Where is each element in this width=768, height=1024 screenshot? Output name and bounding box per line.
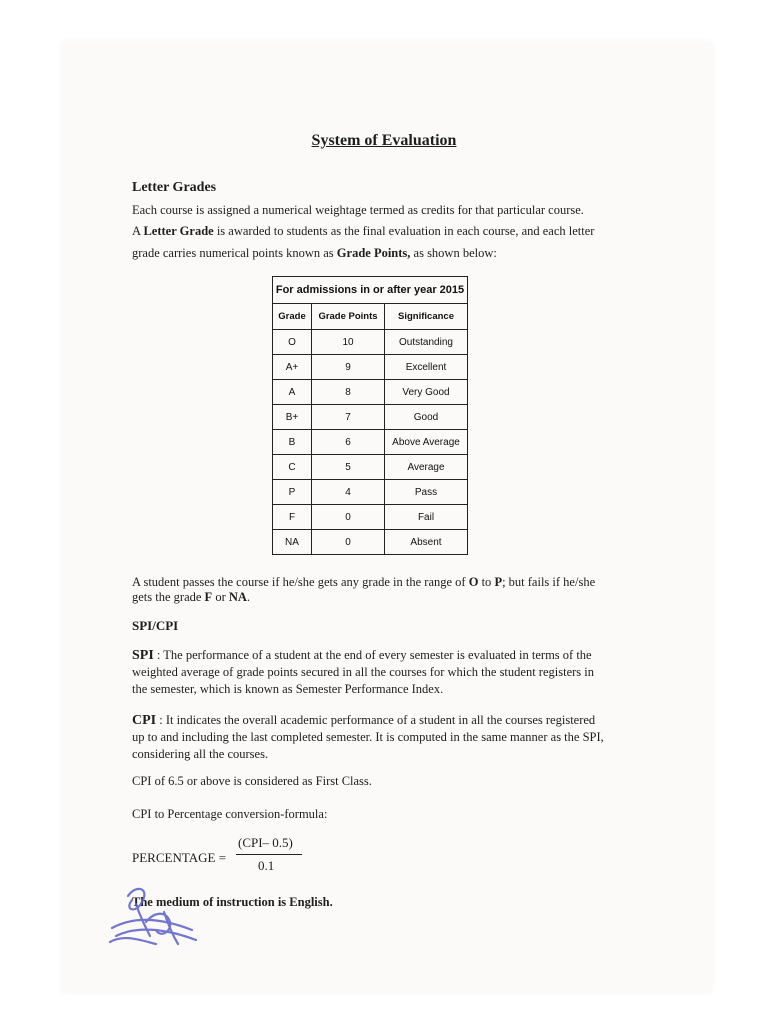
grade-column-header: Grade — [273, 304, 312, 330]
spi-line-3: the semester, which is known as Semester Performance Index. — [132, 682, 444, 696]
grade-points-cell: 7 — [312, 405, 385, 430]
grade-cell: NA — [273, 530, 312, 555]
text-span: is awarded to students as the final evaluation in each course, and each letter — [213, 224, 595, 238]
text-span: grade carries numerical points known as — [132, 246, 337, 260]
table-row — [273, 505, 468, 530]
grade-table-body — [273, 330, 468, 555]
significance-cell: Good — [385, 405, 468, 430]
cpi-line-3: considering all the courses. — [132, 747, 269, 761]
significance-cell: Absent — [385, 530, 468, 555]
grade-points-cell: 5 — [312, 455, 385, 480]
text-span: gets the grade — [132, 590, 205, 604]
cpi-label: CPI — [132, 713, 157, 728]
letter-grades-heading: Letter Grades — [132, 180, 217, 195]
significance-cell: Average — [385, 455, 468, 480]
significance-cell: Above Average — [385, 430, 468, 455]
signature-mark — [106, 882, 202, 948]
conversion-formula-label: CPI to Percentage conversion-formula: — [132, 807, 328, 821]
table-row — [273, 380, 468, 405]
grade-cell: A — [273, 380, 312, 405]
grade-points-cell: 8 — [312, 380, 385, 405]
table-row — [273, 530, 468, 555]
spi-line-2: weighted average of grade points secured in all the courses for which the student registers in — [132, 665, 594, 679]
cpi-line-2: up to and including the last completed semester. It is computed in the same manner as the SPI, — [132, 730, 604, 744]
letter-grades-line-3 — [132, 243, 497, 264]
grade-cell: P — [273, 480, 312, 505]
grade-cell: F — [273, 505, 312, 530]
grade-points-cell: 10 — [312, 330, 385, 355]
pass-rule-line-2 — [132, 587, 250, 608]
page-title: System of Evaluation — [311, 132, 457, 149]
text-span: as shown below: — [410, 246, 497, 260]
text-span: to — [478, 575, 495, 589]
table-row — [273, 480, 468, 505]
text-span: A — [132, 224, 144, 238]
spi-label: SPI — [132, 648, 154, 663]
table-row — [273, 330, 468, 355]
grade-cell: A+ — [273, 355, 312, 380]
table-row — [273, 455, 468, 480]
grade-points-column-header: Grade Points — [312, 304, 385, 330]
grade-f: F — [204, 590, 213, 604]
text-span: : The performance of a student at the end of every semester is evaluated in terms of the — [153, 648, 592, 662]
grade-o: O — [468, 575, 479, 589]
grade-points-cell: 9 — [312, 355, 385, 380]
significance-cell: Outstanding — [385, 330, 468, 355]
grade-cell: C — [273, 455, 312, 480]
significance-cell: Fail — [385, 505, 468, 530]
grade-cell: B — [273, 430, 312, 455]
grade-cell: O — [273, 330, 312, 355]
text-span: or — [212, 590, 229, 604]
significance-column-header: Significance — [385, 304, 468, 330]
grade-table — [272, 276, 468, 555]
grade-points-term: Grade Points, — [336, 246, 411, 260]
grade-points-cell: 6 — [312, 430, 385, 455]
first-class-rule: CPI of 6.5 or above is considered as First Class. — [132, 774, 372, 788]
grade-cell: B+ — [273, 405, 312, 430]
text-span: : It indicates the overall academic performance of a student in all the courses registered — [156, 713, 596, 727]
spi-cpi-heading: SPI/CPI — [132, 618, 179, 633]
significance-cell: Very Good — [385, 380, 468, 405]
text-span: . — [246, 590, 251, 604]
letter-grade-term: Letter Grade — [143, 224, 214, 238]
letter-grades-line-1: Each course is assigned a numerical weightage termed as credits for that particular course. — [132, 203, 584, 217]
grade-table-caption: For admissions in or after year 2015 — [273, 277, 468, 304]
grade-points-cell: 0 — [312, 530, 385, 555]
grade-points-cell: 0 — [312, 505, 385, 530]
text-span: A student passes the course if he/she gets any grade in the range of — [132, 575, 469, 589]
grade-p: P — [494, 575, 503, 589]
medium-of-instruction: The medium of instruction is English. — [132, 895, 333, 909]
significance-cell: Pass — [385, 480, 468, 505]
grade-na: NA — [228, 590, 247, 604]
letter-grades-line-2 — [132, 221, 594, 242]
significance-cell: Excellent — [385, 355, 468, 380]
table-row — [273, 405, 468, 430]
formula-lhs: PERCENTAGE = — [132, 850, 227, 865]
formula-denominator: 0.1 — [258, 858, 275, 873]
formula-numerator: (CPI– 0.5) — [238, 835, 293, 850]
table-row — [273, 355, 468, 380]
text-span: ; but fails if he/she — [502, 575, 596, 589]
grade-points-cell: 4 — [312, 480, 385, 505]
table-row — [273, 430, 468, 455]
fraction-bar — [236, 854, 302, 855]
